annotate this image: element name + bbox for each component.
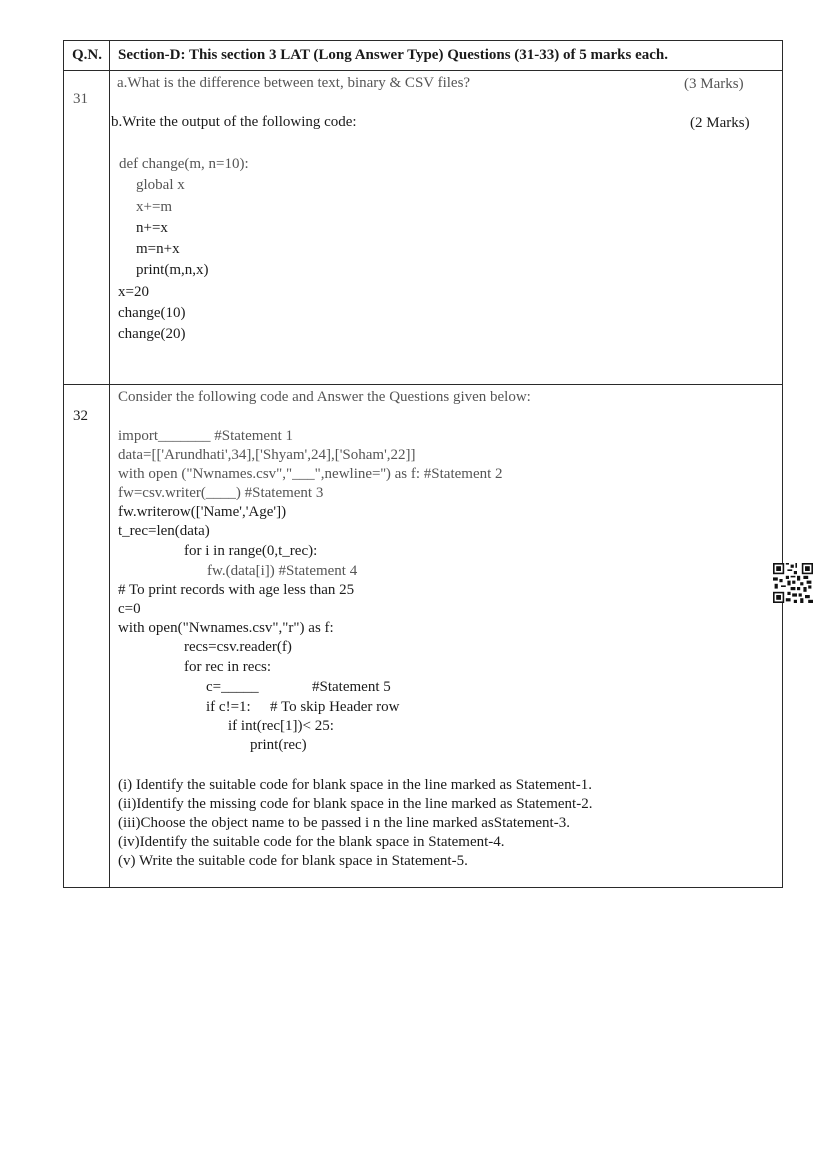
code-line: with open("Nwnames.csv","r") as f: bbox=[118, 620, 334, 636]
code-line: x=20 bbox=[118, 284, 149, 300]
code-line: change(10) bbox=[118, 305, 186, 321]
q31-part-b: b.Write the output of the following code: bbox=[111, 114, 357, 130]
code-line: fw=csv.writer(____) #Statement 3 bbox=[118, 485, 324, 501]
code-line: print(m,n,x) bbox=[136, 262, 209, 278]
code-line: #Statement 5 bbox=[312, 679, 391, 695]
code-line: x+=m bbox=[136, 199, 173, 215]
code-line: # To print records with age less than 25 bbox=[118, 582, 355, 598]
code-line: fw.writerow(['Name','Age']) bbox=[118, 504, 287, 520]
code-line: for i in range(0,t_rec): bbox=[184, 543, 318, 559]
code-line: fw.(data[i]) #Statement 4 bbox=[207, 563, 358, 579]
code-line: print(rec) bbox=[250, 737, 307, 753]
code-line: global x bbox=[136, 177, 185, 193]
code-line: c=0 bbox=[118, 601, 141, 617]
qr-code-icon bbox=[773, 563, 813, 603]
code-line: if c!=1: bbox=[206, 699, 251, 715]
code-line: c=_____ bbox=[206, 679, 259, 695]
code-line: change(20) bbox=[118, 326, 186, 342]
code-line: data=[['Arundhati',34],['Shyam',24],['Soham',22]] bbox=[118, 447, 416, 463]
header-row-divider bbox=[63, 70, 783, 71]
code-line: m=n+x bbox=[136, 241, 180, 257]
q32-question: (i) Identify the suitable code for blank space in the line marked as Statement-1. bbox=[118, 777, 593, 793]
code-line: def change(m, n=10): bbox=[119, 156, 249, 172]
code-line: with open ("Nwnames.csv","___",newline='') as f: #Statement 2 bbox=[118, 466, 503, 482]
row-divider-31-32 bbox=[63, 384, 783, 385]
q31-part-a-marks: (3 Marks) bbox=[684, 76, 744, 92]
q32-question: (iii)Choose the object name to be passed i n the line marked asStatement-3. bbox=[118, 815, 570, 831]
code-line: for rec in recs: bbox=[184, 659, 272, 675]
section-title: Section-D: This section 3 LAT (Long Answer Type) Questions (31-33) of 5 marks each. bbox=[118, 47, 669, 63]
qn-header: Q.N. bbox=[72, 47, 102, 63]
question-number-31: 31 bbox=[73, 91, 88, 107]
q31-part-b-marks: (2 Marks) bbox=[690, 115, 750, 131]
table-column-divider bbox=[109, 40, 110, 888]
code-line: t_rec=len(data) bbox=[118, 523, 210, 539]
code-line: # To skip Header row bbox=[270, 699, 400, 715]
code-line: if int(rec[1])< 25: bbox=[228, 718, 334, 734]
code-line: n+=x bbox=[136, 220, 168, 236]
code-line: import_______ #Statement 1 bbox=[118, 428, 293, 444]
question-number-32: 32 bbox=[73, 408, 88, 424]
q32-intro: Consider the following code and Answer the Questions given below: bbox=[118, 389, 531, 405]
q32-question: (ii)Identify the missing code for blank space in the line marked as Statement-2. bbox=[118, 796, 593, 812]
q32-question: (v) Write the suitable code for blank space in Statement-5. bbox=[118, 853, 468, 869]
code-line: recs=csv.reader(f) bbox=[184, 639, 292, 655]
q32-question: (iv)Identify the suitable code for the blank space in Statement-4. bbox=[118, 834, 505, 850]
q31-part-a: a.What is the difference between text, binary & CSV files? bbox=[117, 75, 471, 91]
